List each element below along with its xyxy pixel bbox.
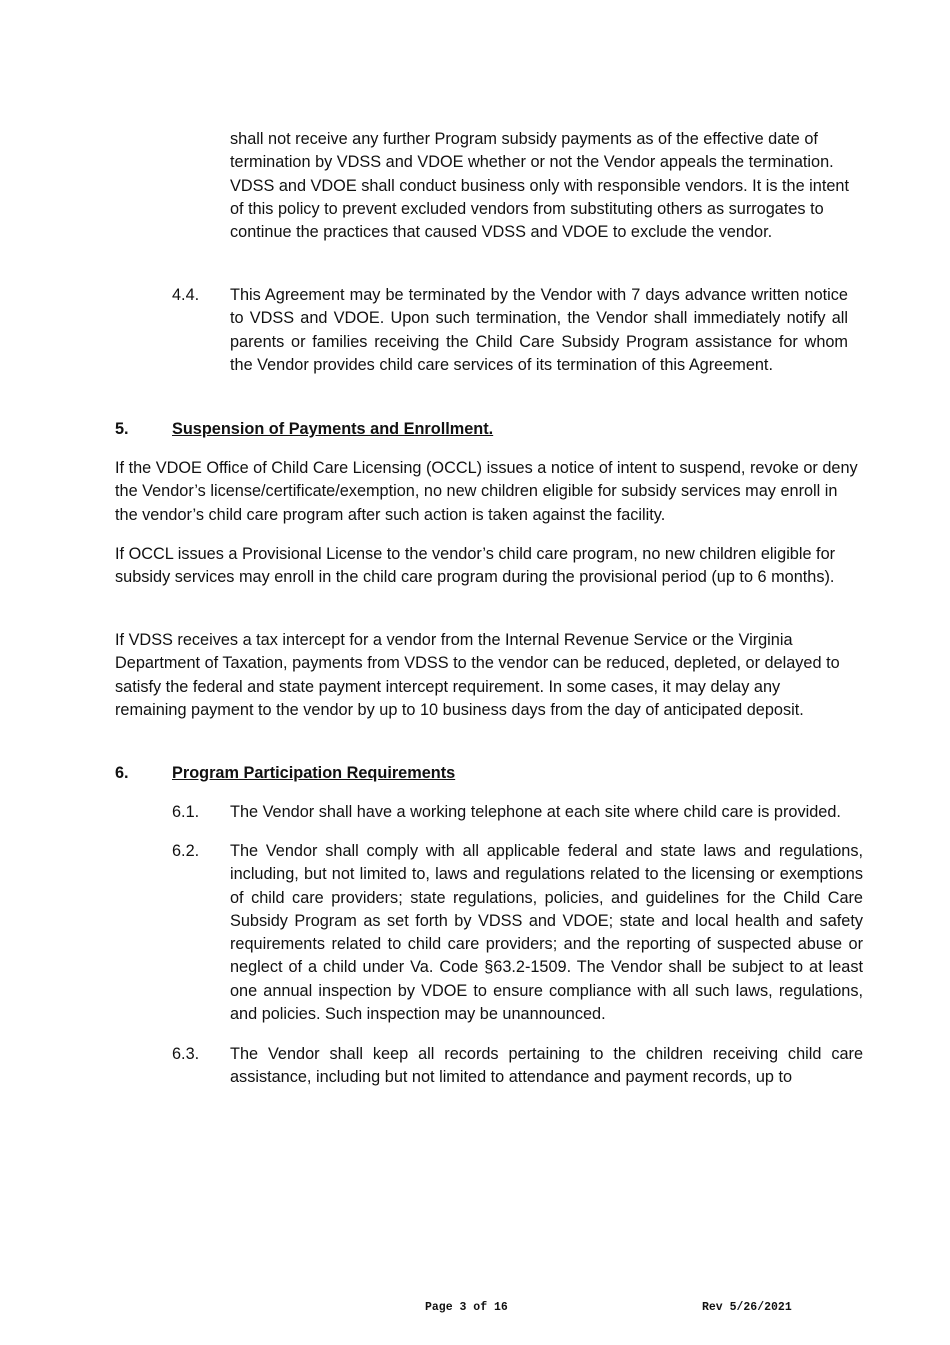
section-6-number: 6. xyxy=(115,764,129,782)
item-6-1-text: The Vendor shall have a working telephone at each site where child care is provided. xyxy=(230,803,841,821)
section-5-title: Suspension of Payments and Enrollment. xyxy=(172,420,494,438)
section-6-title: Program Participation Requirements xyxy=(172,764,456,782)
item-6-3-number: 6.3. xyxy=(172,1045,200,1063)
continuation-paragraph: shall not receive any further Program subsidy payments as of the effective date of termination by VDSS and VDOE whether or not the Vendor appeals the termination. VDSS and VDOE shall conduct business only with responsible vendors. It is the intent of this policy to prevent excluded vendors from substituting others as surrogates to continue the practices that caused VDSS and VDOE to exclude the vendor. xyxy=(230,130,850,242)
section-5-paragraph: If OCCL issues a Provisional License to the vendor’s child care program, no new children eligible for subsidy services may enroll in the child care program during the provisional period (up to 6 months). xyxy=(115,545,836,587)
item-4-4-text: This Agreement may be terminated by the Vendor with 7 days advance written notice to VDSS and VDOE. Upon such termination, the Vendor shall immediately notify all parents or families receiving the Child Care Subsidy Program assistance for whom the Vendor provides child care services of its termination of this Agreement. xyxy=(230,286,848,374)
item-6-1-number: 6.1. xyxy=(172,803,200,821)
revision-date: Rev 5/26/2021 xyxy=(702,1301,792,1314)
item-6-3-text: The Vendor shall keep all records pertaining to the children receiving child care assistance, including but not limited to attendance and payment records, up to xyxy=(230,1045,863,1087)
item-4-4-number: 4.4. xyxy=(172,286,200,304)
item-6-2-number: 6.2. xyxy=(172,842,200,860)
section-5-number: 5. xyxy=(115,420,129,438)
section-5-paragraph: If the VDOE Office of Child Care Licensing (OCCL) issues a notice of intent to suspend, revoke or deny the Vendor’s license/certificate/exemption, no new children eligible for subsidy services may enroll in the vendor’s child care program after such action is taken against the facility. xyxy=(115,459,858,524)
section-5-paragraph: If VDSS receives a tax intercept for a vendor from the Internal Revenue Service or the Virginia Department of Taxation, payments from VDSS to the vendor can be reduced, depleted, or delayed to satisfy the federal and state payment intercept requirement. In some cases, it may delay any remaining payment to the vendor by up to 10 business days from the day of anticipated deposit. xyxy=(115,631,840,719)
page-number: Page 3 of 16 xyxy=(425,1301,508,1314)
item-6-2-text: The Vendor shall comply with all applicable federal and state laws and regulations, including, but not limited to, laws and regulations related to the licensing or exemptions of child care providers; state regulations, policies, and guidelines for the Child Care Subsidy Program as set forth by VDSS and VDOE; state and local health and safety requirements related to child care providers; and the reporting of suspected abuse or neglect of a child under Va. Code §63.2-1509. The Vendor shall be subject to at least one annual inspection by VDOE to ensure compliance with all such laws, regulations, and policies. Such inspection may be unannounced. xyxy=(230,842,863,1024)
